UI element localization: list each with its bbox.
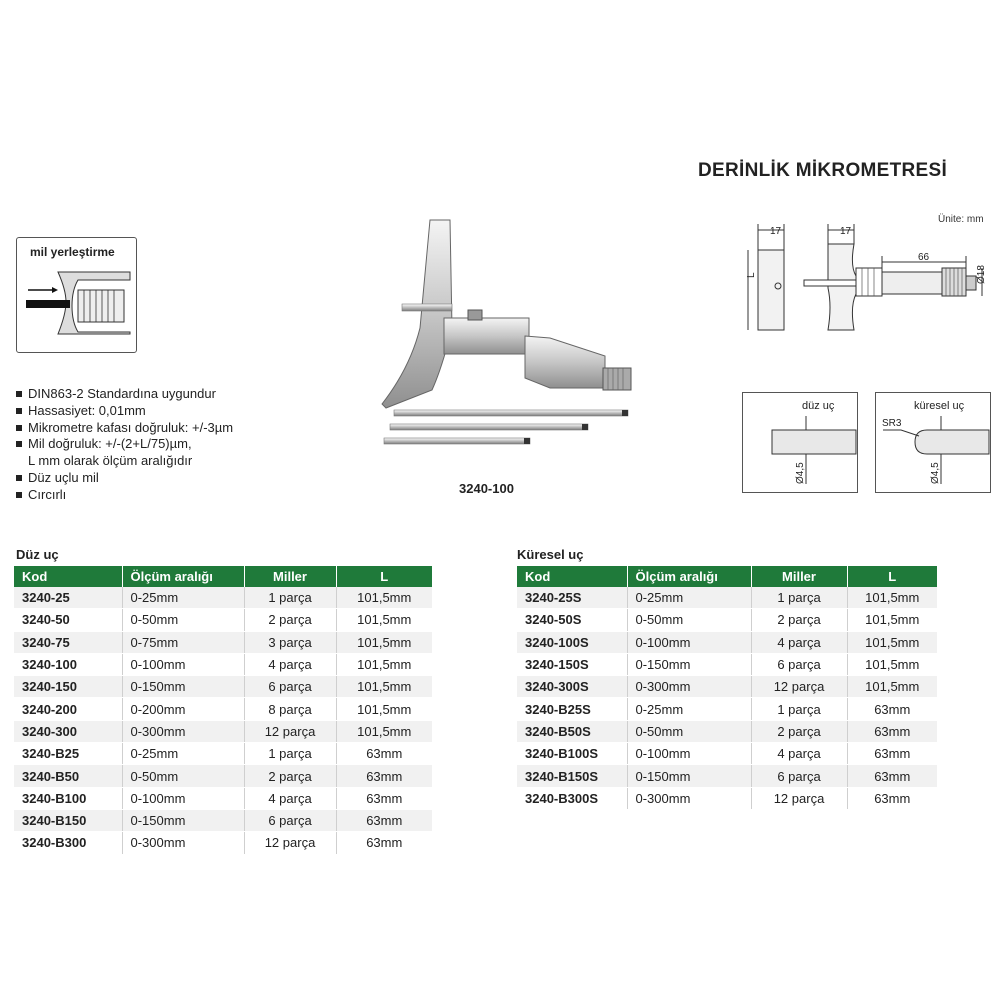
cell-length: 63mm — [336, 787, 432, 809]
table-row — [14, 832, 432, 854]
cell-code: 3240-150 — [14, 676, 122, 698]
cell-rods: 1 parça — [244, 587, 336, 609]
table-row — [517, 743, 937, 765]
cell-rods: 6 parça — [244, 809, 336, 831]
cell-rods: 1 parça — [751, 698, 847, 720]
table-row — [517, 631, 937, 653]
table-row — [14, 676, 432, 698]
cell-rods: 6 parça — [244, 676, 336, 698]
cell-code: 3240-B150 — [14, 809, 122, 831]
page-title: DERİNLİK MİKROMETRESİ — [698, 160, 948, 181]
cell-rods: 6 parça — [751, 653, 847, 675]
ball-tip-table — [517, 566, 937, 810]
cell-rods: 8 parça — [244, 698, 336, 720]
cell-range: 0-50mm — [627, 609, 751, 631]
cell-length: 101,5mm — [336, 720, 432, 742]
cell-code: 3240-200 — [14, 698, 122, 720]
cell-code: 3240-B300S — [517, 787, 627, 809]
ball-tip-diameter: Ø4,5 — [930, 462, 941, 484]
table-row — [14, 809, 432, 831]
dimension-drawing — [742, 222, 994, 334]
table-row — [517, 698, 937, 720]
cell-length: 63mm — [336, 743, 432, 765]
dimension-66: 66 — [918, 252, 930, 263]
cell-code: 3240-B100S — [517, 743, 627, 765]
column-header-code: Kod — [14, 566, 122, 587]
cell-rods: 4 parça — [751, 631, 847, 653]
cell-range: 0-300mm — [122, 832, 244, 854]
table-row — [517, 653, 937, 675]
cell-range: 0-50mm — [122, 609, 244, 631]
cell-code: 3240-B25S — [517, 698, 627, 720]
cell-length: 63mm — [336, 832, 432, 854]
feature-item: Mikrometre kafası doğruluk: +/-3µm — [16, 420, 233, 437]
cell-length: 101,5mm — [847, 653, 937, 675]
column-header-range: Ölçüm aralığı — [627, 566, 751, 587]
cell-code: 3240-50S — [517, 609, 627, 631]
rod-insertion-illustration — [18, 262, 136, 350]
table-row — [14, 765, 432, 787]
cell-length: 101,5mm — [336, 653, 432, 675]
cell-code: 3240-B25 — [14, 743, 122, 765]
table-row — [517, 765, 937, 787]
cell-rods: 6 parça — [751, 765, 847, 787]
column-header-rods: Miller — [244, 566, 336, 587]
cell-code: 3240-B100 — [14, 787, 122, 809]
cell-code: 3240-B300 — [14, 832, 122, 854]
cell-range: 0-150mm — [122, 676, 244, 698]
flat-tip-table — [14, 566, 432, 855]
cell-code: 3240-B150S — [517, 765, 627, 787]
table-row — [517, 676, 937, 698]
column-header-length: L — [336, 566, 432, 587]
product-caption: 3240-100 — [459, 481, 514, 496]
table-row — [517, 609, 937, 631]
cell-length: 101,5mm — [336, 609, 432, 631]
cell-range: 0-50mm — [627, 720, 751, 742]
cell-rods: 12 parça — [244, 832, 336, 854]
feature-item: DIN863-2 Standardına uygundur — [16, 386, 233, 403]
depth-micrometer-illustration — [380, 218, 640, 458]
column-header-range: Ölçüm aralığı — [122, 566, 244, 587]
table-row — [14, 698, 432, 720]
cell-length: 101,5mm — [847, 609, 937, 631]
cell-range: 0-150mm — [627, 765, 751, 787]
table-row — [14, 743, 432, 765]
cell-range: 0-100mm — [122, 787, 244, 809]
cell-range: 0-200mm — [122, 698, 244, 720]
table-row — [14, 631, 432, 653]
dimension-diameter-18: Ø18 — [976, 265, 987, 284]
cell-code: 3240-100S — [517, 631, 627, 653]
cell-length: 63mm — [847, 698, 937, 720]
cell-rods: 4 parça — [244, 787, 336, 809]
cell-rods: 2 parça — [751, 609, 847, 631]
cell-range: 0-25mm — [627, 698, 751, 720]
feature-item-continuation: L mm olarak ölçüm aralığıdır — [28, 453, 193, 469]
table-row — [14, 609, 432, 631]
dimension-17-right: 17 — [840, 226, 852, 237]
cell-rods: 2 parça — [751, 720, 847, 742]
table-row — [517, 587, 937, 609]
table-row — [14, 787, 432, 809]
feature-list — [16, 386, 233, 504]
cell-code: 3240-150S — [517, 653, 627, 675]
table-row — [517, 787, 937, 809]
cell-code: 3240-B50S — [517, 720, 627, 742]
flat-table-title: Düz uç — [16, 547, 59, 562]
cell-length: 101,5mm — [847, 676, 937, 698]
feature-item: Hassasiyet: 0,01mm — [16, 403, 233, 420]
dimension-L: L — [746, 272, 757, 278]
flat-tip-diameter: Ø4,5 — [795, 462, 806, 484]
cell-length: 101,5mm — [336, 698, 432, 720]
cell-code: 3240-100 — [14, 653, 122, 675]
table-row — [14, 720, 432, 742]
table-row — [14, 587, 432, 609]
cell-length: 63mm — [847, 765, 937, 787]
unit-note: Ünite: mm — [938, 214, 984, 225]
cell-rods: 4 parça — [244, 653, 336, 675]
ball-table-title: Küresel uç — [517, 547, 584, 562]
cell-rods: 12 parça — [244, 720, 336, 742]
cell-rods: 4 parça — [751, 743, 847, 765]
cell-length: 63mm — [336, 809, 432, 831]
cell-code: 3240-75 — [14, 631, 122, 653]
cell-range: 0-300mm — [627, 787, 751, 809]
column-header-code: Kod — [517, 566, 627, 587]
cell-code: 3240-50 — [14, 609, 122, 631]
feature-item: Mil doğruluk: +/-(2+L/75)µm, — [16, 436, 233, 453]
cell-length: 101,5mm — [847, 587, 937, 609]
ball-tip-radius: SR3 — [882, 418, 902, 429]
cell-range: 0-150mm — [627, 653, 751, 675]
cell-length: 101,5mm — [336, 676, 432, 698]
cell-rods: 3 parça — [244, 631, 336, 653]
cell-range: 0-150mm — [122, 809, 244, 831]
cell-length: 63mm — [847, 720, 937, 742]
ball-tip-label: küresel uç — [914, 400, 965, 412]
cell-range: 0-25mm — [627, 587, 751, 609]
cell-range: 0-300mm — [627, 676, 751, 698]
column-header-rods: Miller — [751, 566, 847, 587]
cell-code: 3240-300 — [14, 720, 122, 742]
feature-item: Düz uçlu mil — [16, 470, 233, 487]
cell-range: 0-25mm — [122, 587, 244, 609]
cell-rods: 2 parça — [244, 765, 336, 787]
cell-code: 3240-25S — [517, 587, 627, 609]
cell-range: 0-50mm — [122, 765, 244, 787]
cell-rods: 2 parça — [244, 609, 336, 631]
cell-rods: 12 parça — [751, 676, 847, 698]
cell-length: 63mm — [336, 765, 432, 787]
table-row — [517, 720, 937, 742]
cell-range: 0-75mm — [122, 631, 244, 653]
cell-length: 63mm — [847, 787, 937, 809]
cell-rods: 1 parça — [244, 743, 336, 765]
cell-code: 3240-25 — [14, 587, 122, 609]
column-header-length: L — [847, 566, 937, 587]
cell-rods: 1 parça — [751, 587, 847, 609]
cell-length: 101,5mm — [847, 631, 937, 653]
flat-tip-label: düz uç — [802, 400, 835, 412]
cell-length: 63mm — [847, 743, 937, 765]
cell-range: 0-300mm — [122, 720, 244, 742]
dimension-17-left: 17 — [770, 226, 782, 237]
cell-range: 0-100mm — [627, 631, 751, 653]
cell-range: 0-100mm — [627, 743, 751, 765]
cell-rods: 12 parça — [751, 787, 847, 809]
cell-code: 3240-B50 — [14, 765, 122, 787]
cell-range: 0-25mm — [122, 743, 244, 765]
cell-length: 101,5mm — [336, 631, 432, 653]
cell-length: 101,5mm — [336, 587, 432, 609]
table-row — [14, 653, 432, 675]
feature-item: Cırcırlı — [16, 487, 233, 504]
cell-range: 0-100mm — [122, 653, 244, 675]
cell-code: 3240-300S — [517, 676, 627, 698]
rod-insertion-label: mil yerleştirme — [30, 245, 115, 259]
